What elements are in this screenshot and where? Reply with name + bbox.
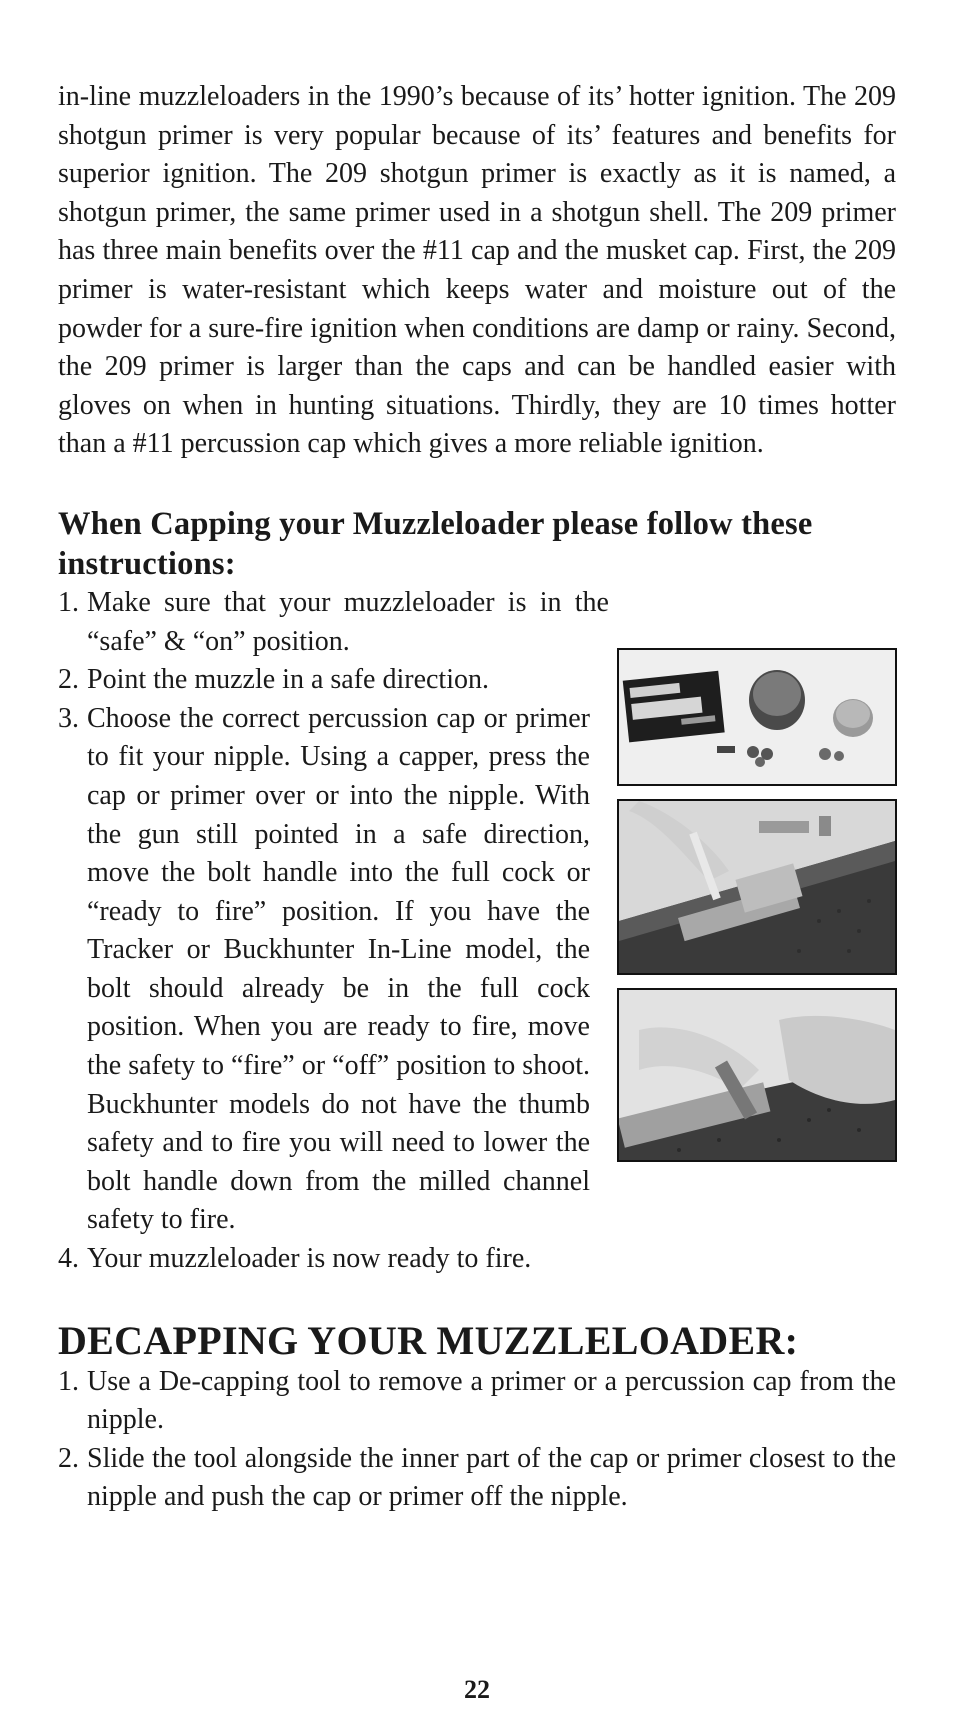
page-number: 22: [464, 1675, 490, 1704]
intro-paragraph: in-line muzzleloaders in the 1990’s because of its’ hotter ignition. The 209 shotgun primer is very popular because of its’ features and benefits for superior ignition. The 209 shotgun primer is exactly as it is named, a shotgun primer, the same primer used in a shotgun shell. The 209 primer has three main benefits over the #11 cap and the musket cap. First, the 209 primer is water-resistant which keeps water and moisture out of the powder for a sure-fire ignition when conditions are damp or rainy. Second, the 209 primer is larger than the caps and can be handled easier with gloves on when in hunting situations. Thirdly, they are 10 times hotter than a #11 percussion cap which gives a more reliable ignition.: [58, 81, 896, 460]
capper-photo: [617, 799, 897, 975]
page-content: [58, 78, 896, 1517]
cocking-photo: [617, 988, 897, 1162]
list-item: 2. Point the muzzle in a safe direction.: [58, 664, 489, 696]
capping-heading: When Capping your Muzzleloader please follow these instructions:: [58, 505, 813, 582]
list-item: 2. Slide the tool alongside the inner part of the cap or primer closest to the nipple and push the cap or primer off the nipple.: [58, 1442, 896, 1513]
list-item: 4. Your muzzleloader is now ready to fire.: [58, 1243, 532, 1275]
list-item: 3. Choose the correct percussion cap or primer to fit your nipple. Using a capper, press the cap or primer over or into the nipple. With the gun still pointed in a safe direction, move the bolt handle into the full cock or “ready to fire” position. If you have the Tracker or Buckhunter In-Line model, the bolt should already be in the full cock position. When you are ready to fire, move the safety to “fire” or “off” position to shoot. Buckhunter models do not have the thumb safety and to fire you will need to lower the bolt handle down from the milled channel safety to fire.: [58, 702, 590, 1236]
list-item: 1. Make sure that your muzzleloader is in the “safe” & “on” position.: [58, 586, 609, 657]
decapping-list: [58, 1363, 896, 1517]
list-item: 1. Use a De-capping tool to remove a primer or a percussion cap from the nipple.: [58, 1365, 896, 1436]
decapping-heading: DECAPPING YOUR MUZZLELOADER:: [58, 1317, 799, 1363]
primer-photo: [617, 648, 897, 786]
